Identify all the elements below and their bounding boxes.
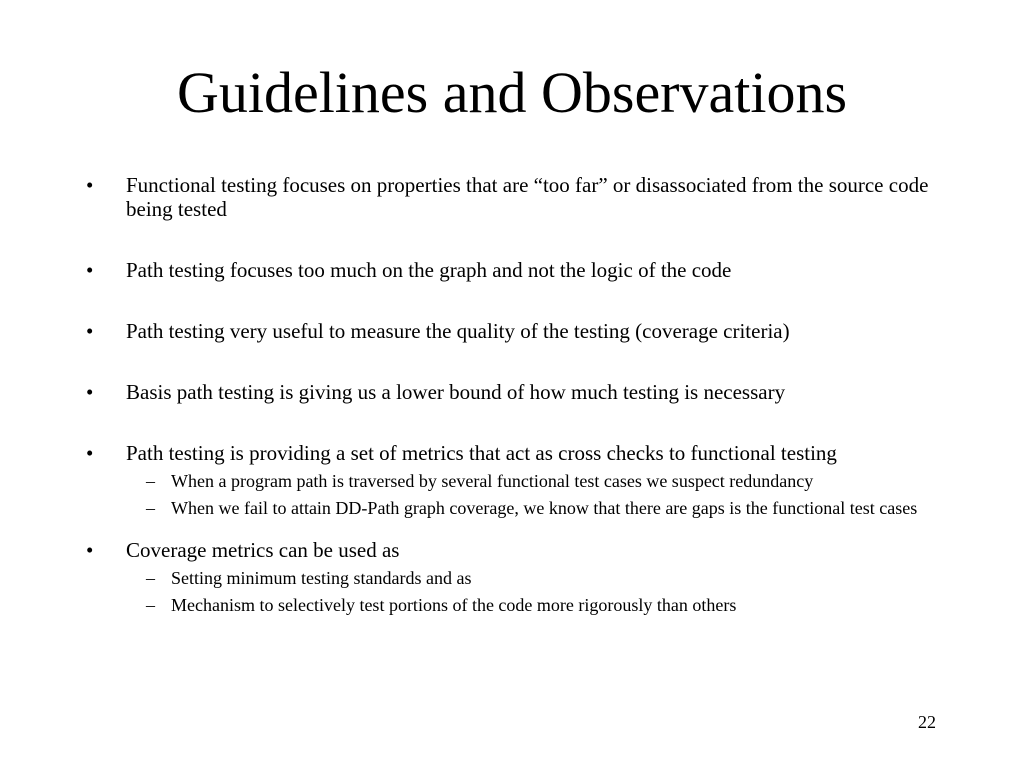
sub-bullet-marker: – — [146, 595, 155, 615]
bullet-text: Functional testing focuses on properties that are “too far” or disassociated from the source code being tested — [126, 173, 929, 221]
sub-bullet-item — [126, 568, 946, 589]
bullet-marker: • — [86, 258, 94, 282]
bullet-item — [86, 319, 946, 343]
bullet-item — [86, 441, 946, 519]
bullet-item — [86, 173, 946, 221]
bullet-marker: • — [86, 380, 94, 404]
bullet-text: Basis path testing is giving us a lower bound of how much testing is necessary — [126, 380, 786, 404]
sub-bullet-text: Setting minimum testing standards and as — [171, 568, 472, 588]
sub-bullet-text: When a program path is traversed by several functional test cases we suspect redundancy — [171, 471, 814, 491]
bullet-item — [86, 380, 946, 404]
sub-bullet-item — [126, 498, 946, 519]
bullet-marker: • — [86, 319, 94, 343]
sub-bullet-item — [126, 595, 946, 616]
bullet-text: Path testing focuses too much on the graph and not the logic of the code — [126, 258, 732, 282]
bullet-text: Path testing very useful to measure the quality of the testing (coverage criteria) — [126, 319, 790, 343]
bullet-item — [86, 538, 946, 616]
bullet-marker: • — [86, 173, 94, 197]
sub-bullet-marker: – — [146, 498, 155, 518]
sub-bullet-text: Mechanism to selectively test portions of the code more rigorously than others — [171, 595, 737, 615]
slide-title: Guidelines and Observations — [176, 60, 848, 125]
bullet-marker: • — [86, 441, 94, 465]
sub-bullet-marker: – — [146, 568, 155, 588]
sub-bullet-item — [126, 471, 946, 492]
sub-bullet-text: When we fail to attain DD-Path graph coverage, we know that there are gaps is the functional test cases — [171, 498, 918, 518]
bullet-text: Coverage metrics can be used as — [126, 538, 400, 562]
sub-bullet-list — [126, 568, 946, 616]
bullet-item — [86, 258, 946, 282]
bullet-text: Path testing is providing a set of metrics that act as cross checks to functional testing — [126, 441, 837, 465]
bullet-marker: • — [86, 538, 94, 562]
sub-bullet-marker: – — [146, 471, 155, 491]
bullet-list — [86, 173, 946, 635]
page-number: 22 — [918, 712, 936, 732]
sub-bullet-list — [126, 471, 946, 519]
